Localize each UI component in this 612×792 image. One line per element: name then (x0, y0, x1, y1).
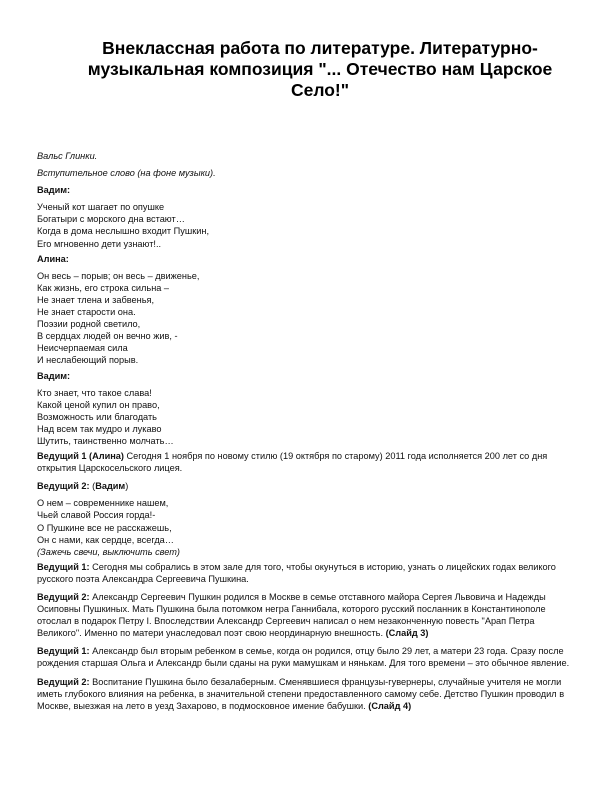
verse-line: Не знает тлена и забвенья, (37, 294, 155, 305)
verse-line: Его мгновенно дети узнают!.. (37, 238, 162, 249)
verse-line: И неслабеющий порыв. (37, 355, 139, 366)
verse-line: Шутить, таинственно молчать… (37, 435, 174, 446)
speaker-label: Ведущий 2: (37, 676, 90, 687)
verse-line: Поэзии родной светило, (37, 319, 141, 330)
verse-alina-1 (37, 270, 577, 367)
verse-vadim-1 (37, 201, 577, 249)
paragraph-lead-1b (37, 645, 577, 669)
speaker-label: Ведущий 1: (37, 646, 90, 657)
verse-line: Богатыри с морского дна встают… (37, 214, 185, 225)
paren-open: ( (89, 481, 96, 492)
lead-1-alina (37, 450, 577, 474)
paren-close: ) (125, 481, 129, 492)
verse-line: Он с нами, как сердце, всегда… (37, 534, 174, 545)
speaker-label: Ведущий 1: (37, 561, 90, 572)
paragraph-lead-1 (37, 561, 577, 585)
verse-line: Возможность или благодать (37, 411, 157, 422)
paragraph-text: Александр Сергеевич Пушкин родился в Москве в семье отставного майора Сергея Львовича и Надежды Осиповны Пушкиных. Мать Пушкина была потомком негра Ганнибала, которого русский посланник в Константинополе отослал в подарок Петру I. Впоследствии Александр Сергеевич написал о нем незаконченную повесть "Арап Петра Великого". Именно по матери унаследовал поэт свою неординарную внешность. (37, 592, 546, 639)
slide-marker: (Слайд 3) (385, 628, 429, 639)
verse-line: Ученый кот шагает по опушке (37, 202, 165, 213)
speaker-label: Ведущий 2: (37, 481, 90, 492)
paragraph-lead-2 (37, 591, 577, 639)
paragraph-text: Сегодня 1 ноября по новому стилю (19 октября по старому) 2011 года исполняется 200 лет со дня открытия Царскосельского лицея. (37, 451, 548, 474)
verse-line: Не знает старости она. (37, 307, 136, 318)
speaker-vadim-2: Вадим: (37, 370, 71, 381)
verse-line: О нем – современнике нашем, (37, 498, 169, 509)
verse-line: Над всем так мудро и лукаво (37, 423, 162, 434)
intro-word: Вступительное слово (на фоне музыки). (37, 168, 216, 179)
verse-line: Какой ценой купил он право, (37, 399, 160, 410)
verse-line: Как жизнь, его строка сильна – (37, 282, 170, 293)
speaker-alina-1: Алина: (37, 253, 69, 264)
verse-vadim-2 (37, 387, 577, 447)
paragraph-text: Воспитание Пушкина было безалаберным. Сменявшиеся французы-гувернеры, случайные учителя не могли иметь глубокого влияния на ребенка, в значительной степени предоставленного самому себе. Детство Пушкин проводил в Москве, выезжая на лето в уезд Захарово, в подмосковное имение бабушки. (37, 676, 565, 711)
speaker-label: Ведущий 2: (37, 592, 90, 602)
document-title: Внеклассная работа по литературе. Литературно-музыкальная композиция "... Отечество нам Царское Село!" (87, 38, 553, 100)
speaker-name: Вадим (95, 481, 126, 492)
verse-line: О Пушкине все не расскажешь, (37, 522, 172, 533)
intro-music: Вальс Глинки. (37, 151, 98, 161)
verse-line: Когда в дома неслышно входит Пушкин, (37, 226, 210, 237)
verse-line: Неисчерпаемая сила (37, 343, 128, 354)
paragraph-text: Александр был вторым ребенком в семье, когда он родился, отцу было 29 лет, а матери 23 года. Сразу после рождения старшая Ольга и Александр были сданы на руки мамушкам и нянькам. Для того времени – это обычное явление. (37, 646, 570, 669)
document-body (37, 150, 577, 718)
verse-line: Он весь – порыв; он весь – движенье, (37, 270, 200, 281)
verse-lead-2 (37, 497, 577, 557)
speaker-vadim-1: Вадим: (37, 185, 71, 196)
paragraph-text: Сегодня мы собрались в этом зале для того, чтобы окунуться в историю, узнать о лицейских годах великого русского поэта Александра Сергеевича Пушкина. (37, 561, 556, 584)
verse-line: Кто знает, что такое слава! (37, 387, 152, 398)
stage-direction: (Зажечь свечи, выключить свет) (37, 546, 180, 557)
slide-marker: (Слайд 4) (368, 700, 412, 711)
speaker-label: Ведущий 1 (Алина) (37, 451, 124, 462)
paragraph-lead-2b (37, 676, 577, 712)
verse-line: Чьей славой Россия горда!- (37, 510, 156, 521)
verse-line: В сердцах людей он вечно жив, - (37, 331, 178, 342)
speaker-lead-2-vadim (37, 480, 577, 492)
